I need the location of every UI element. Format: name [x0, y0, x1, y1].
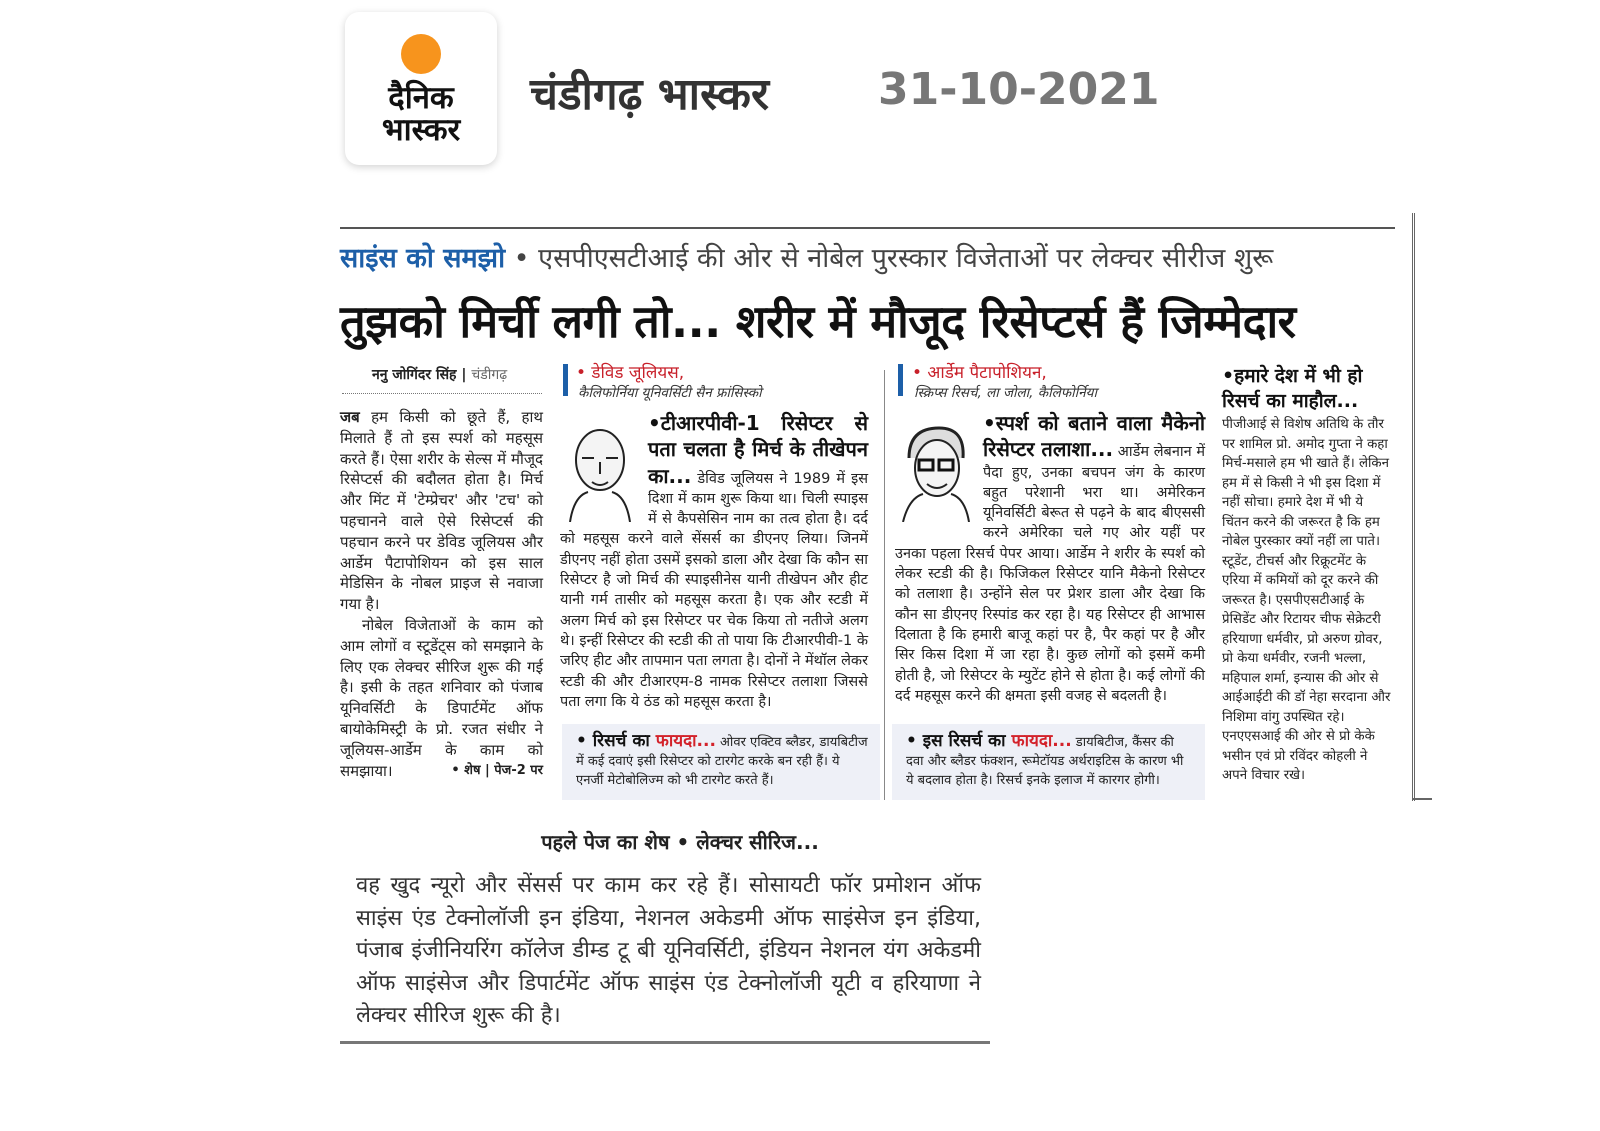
benefit1-highlight: फायदा... — [655, 731, 716, 751]
ardem-patapoutian-portrait — [895, 418, 975, 522]
byline-city: चंडीगढ़ — [471, 367, 508, 383]
scientist2-benefit-box — [892, 724, 1205, 800]
benefit2-text: डायबिटीज, कैंसर की दवा और ब्लैडर फंक्शन, रूमेटॉयड अर्थराइटिस के कारण भी ये बदलाव होता है। रिसर्च इनके इलाज में कारगर होगी। — [906, 735, 1184, 788]
benefit2-lead: • इस रिसर्च का — [906, 731, 1012, 751]
article-kicker — [340, 238, 1273, 275]
scientist2-body: आर्डेम लेबनान में पैदा हुए, उनका बचपन जंग के कारण बहुत परेशानी भरा था। अमेरिकन यूनिवर्सिटी बेरूत से पढ़ने के बाद बीएससी करने अमेरिका चले गए ओर यहीं पर उनका पहला रिसर्च पेपर आया। आर्डेम ने शरीर के स्पर्श को लेकर स्टडी की है। फिजिकल रिसेप्टर यानि मैकेनो रिसेप्टर को तलाशा है। उन्होंने सेल पर प्रेशर डाला और देखा कि कौन सा डीएनए रिस्पांड कर रहा है। यह रिसेप्टर ही आभास दिलाता है कि हमारी बाजू कहां पर है, पैर कहां पर है और सिर किस दिशा में जा रहा है। कुछ लोगों को इसमें कमी होती है, जो रिसेप्टर के म्युटेंट होने से होता है। कई लोगों की दर्द महसूस करने की क्षमता इसी वजह से बदलती है। — [895, 444, 1205, 704]
edition-date: 31-10-2021 — [878, 64, 1160, 115]
continuation-bottom-rule — [340, 1041, 990, 1044]
scientist2-affiliation: स्क्रिप्स रिसर्च, ला जोला, कैलिफोर्निया — [914, 385, 1097, 401]
clipping-right-rule — [1412, 213, 1415, 801]
intro-first-word: जब — [340, 408, 360, 426]
scientist1-subhead: •टीआरपीवी-1 रिसेप्टर से पता चलता है मिर्च के तीखेपन का... — [648, 411, 868, 488]
sidebar-body: पीजीआई से विशेष अतिथि के तौर पर शामिल प्रो. अमोद गुप्ता ने कहा मिर्च-मसाले हम भी खाते हैं। लेकिन हम में से किसी ने भी इस दिशा में नहीं सोचा। हमारे देश में भी ये चिंतन करने की जरूरत है कि हम नोबेल पुरस्कार क्यों नहीं ला पाते। स्टूडेंट, टीचर्स और रिक्रूटमेंट के एरिया में कमियों को दूर करने की जरूरत है। एसपीएसटीआई के प्रेसिडेंट और रिटायर चीफ सेक्रेटरी हरियाणा धर्मवीर, प्रो अरुण ग्रोवर, प्रो केया धर्मवीर, रजनी भल्ला, महिपाल शर्मा, इन्यास की ओर से आईआईटी की डॉ नेहा सरदाना और निशिमा वांगु उपस्थित रहे। एनएएसआई की ओर से प्रो केके भसीन एवं प्रो रविंदर कोहली ने अपने विचार रखे। — [1222, 417, 1391, 783]
byline: ननु जोगिंदर सिंह | चंडीगढ़ — [372, 367, 508, 383]
byline-name: ननु जोगिंदर सिंह — [372, 367, 457, 383]
benefit1-text: ओवर एक्टिव ब्लैडर, डायबिटीज में कई दवाएं इसी रिसेप्टर को टारगेट करके बन रही हैं। ये एनर्जी मेटोबोलिज्म को भी टारगेट करते हैं। — [576, 735, 868, 788]
column-divider — [884, 370, 885, 800]
scientist2-name: • आर्डेम पैटापोशियन, — [912, 363, 1047, 383]
david-julius-portrait — [560, 418, 640, 522]
scientist1-affiliation: कैलिफोर्निया यूनिवर्सिटी सैन फ्रांसिस्को — [578, 385, 762, 401]
benefit1-lead: • रिसर्च का — [576, 731, 656, 751]
accent-bar — [563, 364, 568, 396]
intro-paragraph-1: हम किसी को छूते हैं, हाथ मिलाते हैं तो इस स्पर्श को महसूस करते हैं। ऐसा शरीर के सेल्स में मौजूद रिसेप्टर्स की बदौलत होता है। मिर्च और मिंट में 'टेम्प्रेचर' और 'टच' को पहचानने वाले ऐसे रिसेप्टर्स की पहचान करने पर डेविड जूलियस और आर्डेम पैटापोशियन को इस साल मेडिसिन के नोबल प्राइज से नवाजा गया है। — [340, 408, 543, 614]
continuation-body: वह खुद न्यूरो और सेंसर्स पर काम कर रहे हैं। सोसायटी फॉर प्रमोशन ऑफ साइंस एंड टेक्नोलॉजी इन इंडिया, नेशनल अकेडमी ऑफ साइंसेज इन इंडिया, पंजाब इंजीनियरिंग कॉलेज डीम्ड टू बी यूनिवर्सिटी, इंडियन नेशनल यंग अकेडमी ऑफ साइंसेज और डिपार्टमेंट ऑफ साइंस एंड टेक्नोलॉजी यूटी व हरियाणा ने लेक्चर सीरिज शुरू की है। — [356, 873, 981, 1028]
clipping-top-rule — [340, 227, 1395, 229]
scientist1-body: डेविड जूलियस ने 1989 में इस दिशा में काम शुरू किया था। चिली स्पाइस में से कैपसेसिन नाम का तत्व होता है। दर्द को महसूस करने वाले सेंसर्स का डीएनए लिया। जिनमें डीएनए नहीं होता उसमें इसको डाला और देखा कि कौन सा रिसेप्टर है जो मिर्च की स्पाइसीनेस यानी तीखेपन और हीट यानी गर्म तासीर को महसूस करता है। एक और स्टडी में अलग मिर्च को इस रिसेप्टर पर चेक किया तो नतीजे अलग थे। इन्हीं रिसेप्टर की स्टडी की तो पाया कि टीआरपीवी-1 के जरिए हीट और तापमान पता लगता है। दोनों ने मेंथॉल लेकर स्टडी की और टीआरएम-8 नामक रिसेप्टर तलाशा जिससे पता लगा कि ये ठंड को महसूस करता है। — [560, 470, 869, 710]
sidebar-headline: •हमारे देश में भी हो रिसर्च का माहौल... — [1222, 365, 1363, 412]
continuation-title: पहले पेज का शेष • लेक्चर सीरिज... — [541, 830, 819, 854]
dainik-bhaskar-logo — [345, 12, 497, 165]
kicker-label: साइंस को समझो — [340, 243, 506, 274]
accent-bar — [898, 364, 903, 396]
byline-divider — [342, 393, 542, 394]
edition-title: चंडीगढ़ भास्कर — [530, 69, 769, 120]
scientist2-story — [895, 410, 1205, 706]
jump-line: • शेष | पेज-2 पर — [451, 762, 543, 778]
benefit2-highlight: फायदा... — [1011, 731, 1072, 751]
logo-text-line2: भास्कर — [381, 112, 461, 148]
clipping-right-foot — [1412, 798, 1432, 800]
intro-paragraph-2: नोबेल विजेताओं के काम को आम लोगों व स्टूडेंट्स को समझाने के लिए एक लेक्चर सीरिज शुरू की गई है। इसी के तहत शनिवार को पंजाब यूनिवर्सिटी के डिपार्टमेंट ऑफ बायोकेमिस्ट्री के प्रो. रजत संधीर ने जूलियस-आर्डेम के काम को समझाया। — [340, 615, 543, 780]
column-intro — [340, 407, 543, 781]
scientist1-story — [560, 410, 868, 712]
scientist1-name: • डेविड जूलियस, — [576, 363, 685, 383]
sun-dot-icon — [401, 34, 441, 74]
logo-text-line1: दैनिक — [388, 80, 454, 116]
scientist2-subhead: •स्पर्श को बताने वाला मैकेनो रिसेप्टर तलाशा... — [983, 411, 1205, 462]
kicker-text: • एसपीएसटीआई की ओर से नोबेल पुरस्कार विजेताओं पर लेक्चर सीरीज शुरू — [505, 243, 1274, 274]
scientist1-benefit-box — [562, 724, 880, 800]
article-headline: तुझको मिर्ची लगी तो... शरीर में मौजूद रिसेप्टर्स हैं जिम्मेदार — [340, 295, 1296, 348]
